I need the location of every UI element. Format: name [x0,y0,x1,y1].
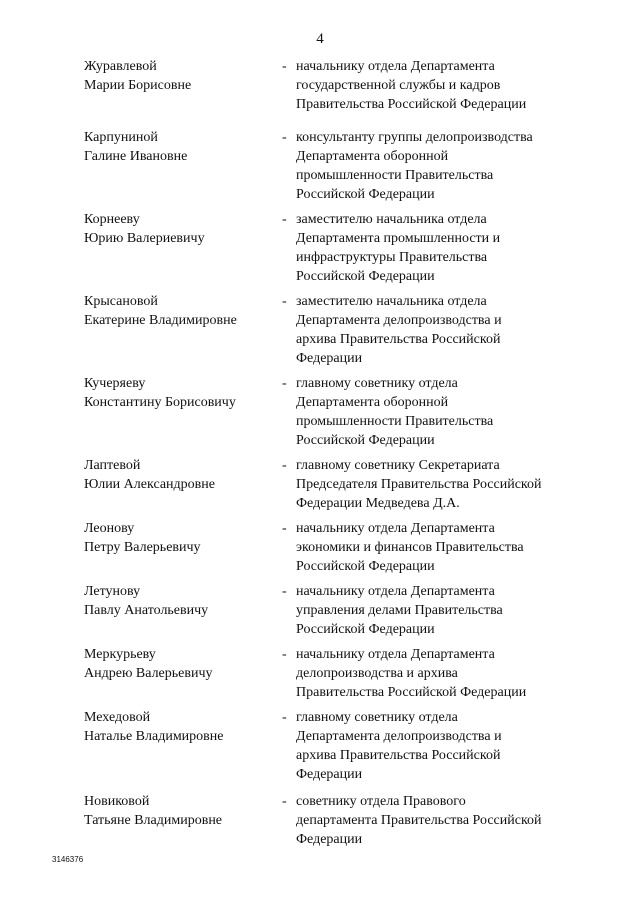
list-item [0,645,640,708]
position-line: Федерации [296,832,363,847]
position-line: делопроизводства и архива [296,666,458,681]
position-line: Федерации Медведева Д.А. [296,496,460,511]
given-name: Андрею Валерьевичу [84,666,213,681]
surname: Крысановой [84,294,158,309]
given-name: Екатерине Владимировне [84,313,237,328]
surname: Журавлевой [84,59,157,74]
surname: Новиковой [84,794,150,809]
list-item [0,210,640,292]
position-text [296,708,596,784]
list-item [0,456,640,519]
dash: - [282,794,287,809]
surname: Леонову [84,521,135,536]
position-line: Федерации [296,767,363,782]
person-name [84,708,274,746]
position-line: Правительства Российской Федерации [296,97,527,112]
person-name [84,456,274,494]
position-line: экономики и финансов Правительства [296,540,524,555]
position-line: начальнику отдела Департамента [296,647,495,662]
person-name [84,792,274,830]
dash: - [282,584,287,599]
position-line: департамента Правительства Российской [296,813,542,828]
position-line: архива Правительства Российской [296,748,501,763]
surname: Меркурьеву [84,647,156,662]
position-line: заместителю начальника отдела [296,294,487,309]
given-name: Павлу Анатольевичу [84,603,209,618]
given-name: Марии Борисовне [84,78,192,93]
position-text [296,292,596,368]
document-code: 3146376 [52,855,84,864]
surname: Летунову [84,584,141,599]
person-name [84,645,274,683]
position-line: Российской Федерации [296,622,435,637]
list-item [0,582,640,645]
dash: - [282,130,287,145]
position-text [296,456,596,513]
position-text [296,519,596,576]
position-line: начальнику отдела Департамента [296,59,495,74]
position-line: заместителю начальника отдела [296,212,487,227]
person-name [84,374,274,412]
list-item [0,708,640,792]
position-line: Российской Федерации [296,559,435,574]
list-item [0,292,640,374]
dash: - [282,458,287,473]
position-line: Председателя Правительства Российской [296,477,542,492]
person-name [84,210,274,248]
position-line: архива Правительства Российской [296,332,501,347]
position-line: Правительства Российской Федерации [296,685,527,700]
given-name: Петру Валерьевичу [84,540,201,555]
position-line: Департамента делопроизводства и [296,729,502,744]
given-name: Татьяне Владимировне [84,813,223,828]
dash: - [282,59,287,74]
position-line: Департамента промышленности и [296,231,501,246]
given-name: Юрию Валериевичу [84,231,205,246]
position-line: главному советнику Секретариата [296,458,500,473]
person-name [84,57,274,95]
position-line: главному советнику отдела [296,710,458,725]
list-item [0,792,640,852]
position-line: Российской Федерации [296,187,435,202]
surname: Корнееву [84,212,140,227]
surname: Лаптевой [84,458,141,473]
list-item [0,57,640,128]
list-item [0,128,640,210]
position-text [296,210,596,286]
position-line: государственной службы и кадров [296,78,501,93]
position-line: советнику отдела Правового [296,794,466,809]
position-line: Департамента делопроизводства и [296,313,502,328]
position-line: Федерации [296,351,363,366]
given-name: Юлии Александровне [84,477,215,492]
surname: Карпуниной [84,130,158,145]
person-name [84,582,274,620]
dash: - [282,647,287,662]
position-text [296,645,596,702]
position-line: промышленности Правительства [296,414,494,429]
position-text [296,57,596,114]
position-line: Российской Федерации [296,269,435,284]
dash: - [282,294,287,309]
given-name: Галине Ивановне [84,149,188,164]
given-name: Константину Борисовичу [84,395,236,410]
position-line: начальнику отдела Департамента [296,584,495,599]
position-line: консультанту группы делопроизводства [296,130,533,145]
appointment-list [0,57,640,852]
position-line: начальнику отдела Департамента [296,521,495,536]
position-line: Департамента оборонной [296,149,449,164]
person-name [84,128,274,166]
position-line: инфраструктуры Правительства [296,250,488,265]
page-number: 4 [316,31,324,47]
position-text [296,582,596,639]
position-line: главному советнику отдела [296,376,458,391]
person-name [84,292,274,330]
dash: - [282,212,287,227]
position-line: Российской Федерации [296,433,435,448]
surname: Мехедовой [84,710,151,725]
position-text [296,374,596,450]
dash: - [282,521,287,536]
list-item [0,374,640,456]
surname: Кучеряеву [84,376,146,391]
dash: - [282,710,287,725]
position-text [296,792,596,849]
position-line: Департамента оборонной [296,395,449,410]
dash: - [282,376,287,391]
position-text [296,128,596,204]
given-name: Наталье Владимировне [84,729,224,744]
position-line: промышленности Правительства [296,168,494,183]
list-item [0,519,640,582]
person-name [84,519,274,557]
position-line: управления делами Правительства [296,603,503,618]
